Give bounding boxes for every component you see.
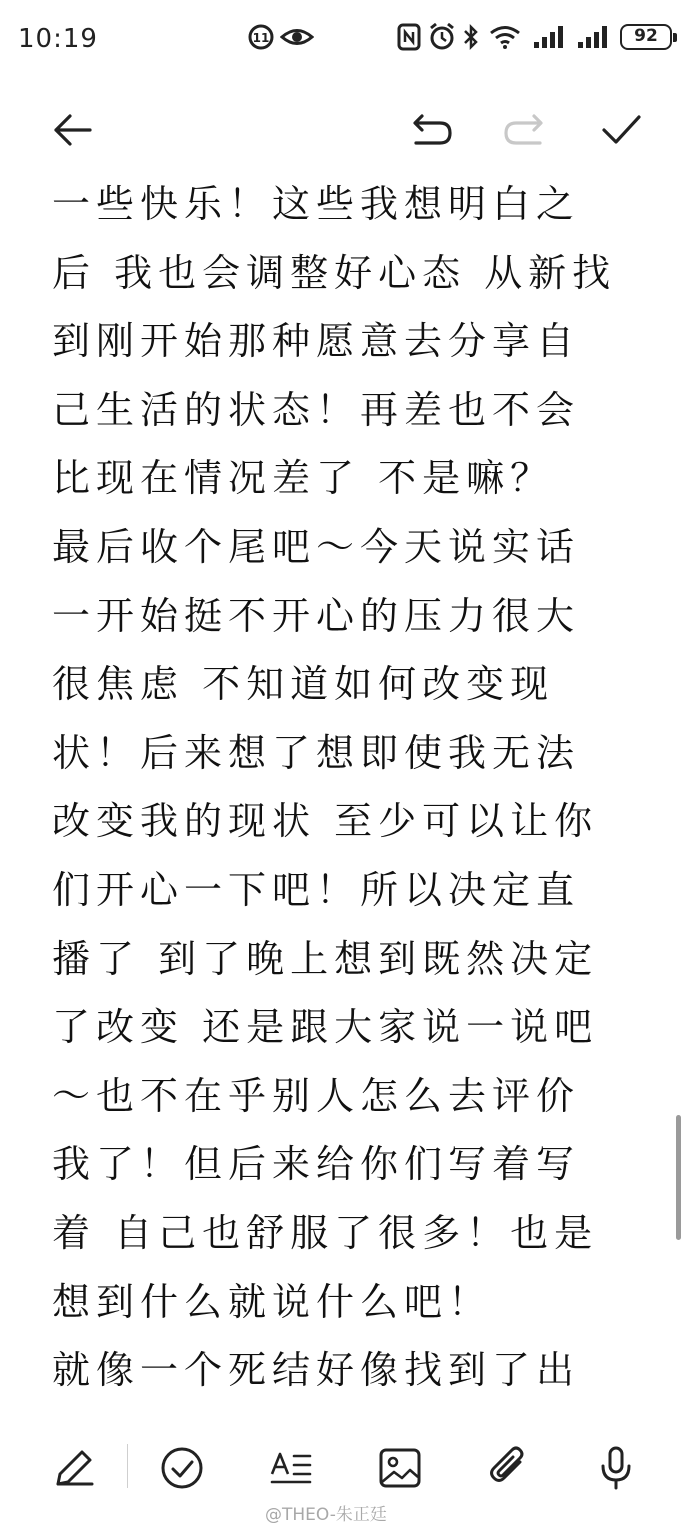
attachment-icon — [480, 1440, 536, 1496]
battery-indicator: 92 — [620, 24, 672, 50]
note-line: 我了！但后来给你们写着写 — [52, 1142, 581, 1187]
wifi-icon — [488, 22, 522, 54]
note-line: 一开始挺不开心的压力很大 — [52, 593, 581, 638]
undo-icon — [406, 105, 456, 155]
checklist-button[interactable] — [154, 1440, 210, 1496]
status-time: 10:19 — [18, 24, 98, 54]
confirm-check-icon — [596, 105, 646, 155]
note-line: 播了 到了晚上想到既然决定 — [52, 936, 599, 981]
image-icon — [372, 1440, 428, 1496]
status-bar — [0, 0, 690, 80]
note-line: 改变我的现状 至少可以让你 — [52, 799, 599, 844]
note-line: 后 我也会调整好心态 从新找 — [52, 250, 617, 295]
confirm-button[interactable] — [596, 105, 646, 155]
watermark: @THEO-朱正廷 — [265, 1505, 387, 1525]
redo-button[interactable] — [500, 105, 550, 155]
text-format-button[interactable] — [264, 1440, 320, 1496]
microphone-icon — [588, 1440, 644, 1496]
attachment-button[interactable] — [480, 1440, 536, 1496]
note-line: 了改变 还是跟大家说一说吧 — [52, 1005, 599, 1050]
voice-input-button[interactable] — [588, 1440, 644, 1496]
note-line: 状！后来想了想即使我无法 — [52, 730, 581, 775]
note-line: ～也不在乎别人怎么去评价 — [52, 1073, 581, 1118]
bluetooth-icon — [462, 22, 480, 54]
note-line: 最后收个尾吧～今天说实话 — [52, 524, 581, 569]
alarm-badge-icon — [246, 22, 276, 54]
note-line: 就像一个死结好像找到了出 — [52, 1348, 581, 1393]
note-line: 们开心一下吧！所以决定直 — [52, 867, 581, 912]
svg-text:11: 11 — [252, 31, 270, 45]
signal-1-icon — [532, 22, 566, 54]
bottom-toolbar — [0, 1430, 690, 1510]
nfc-icon — [396, 22, 422, 54]
note-line: 着 自己也舒服了很多！也是 — [52, 1210, 599, 1255]
scrollbar[interactable] — [676, 1115, 681, 1240]
note-line: 一些快乐！这些我想明白之 — [52, 182, 581, 226]
note-body[interactable] — [52, 170, 652, 1405]
signal-2-icon — [576, 22, 610, 54]
back-button[interactable] — [48, 105, 98, 155]
note-toolbar — [0, 95, 690, 165]
pen-icon — [46, 1440, 102, 1496]
note-line: 想到什么就说什么吧！ — [52, 1279, 493, 1324]
eye-icon — [280, 22, 314, 54]
note-line: 到刚开始那种愿意去分享自 — [52, 319, 581, 364]
undo-button[interactable] — [406, 105, 456, 155]
note-line: 比现在情况差了 不是嘛？ — [52, 456, 555, 501]
redo-icon — [500, 105, 550, 155]
handwriting-button[interactable] — [46, 1440, 102, 1496]
back-arrow-icon — [48, 105, 98, 155]
text-format-icon — [264, 1440, 320, 1496]
note-line: 很焦虑 不知道如何改变现 — [52, 662, 555, 707]
note-line: 己生活的状态！再差也不会 — [52, 387, 581, 432]
checklist-icon — [154, 1440, 210, 1496]
alarm-icon — [428, 22, 456, 54]
toolbar-divider — [127, 1444, 128, 1488]
insert-image-button[interactable] — [372, 1440, 428, 1496]
